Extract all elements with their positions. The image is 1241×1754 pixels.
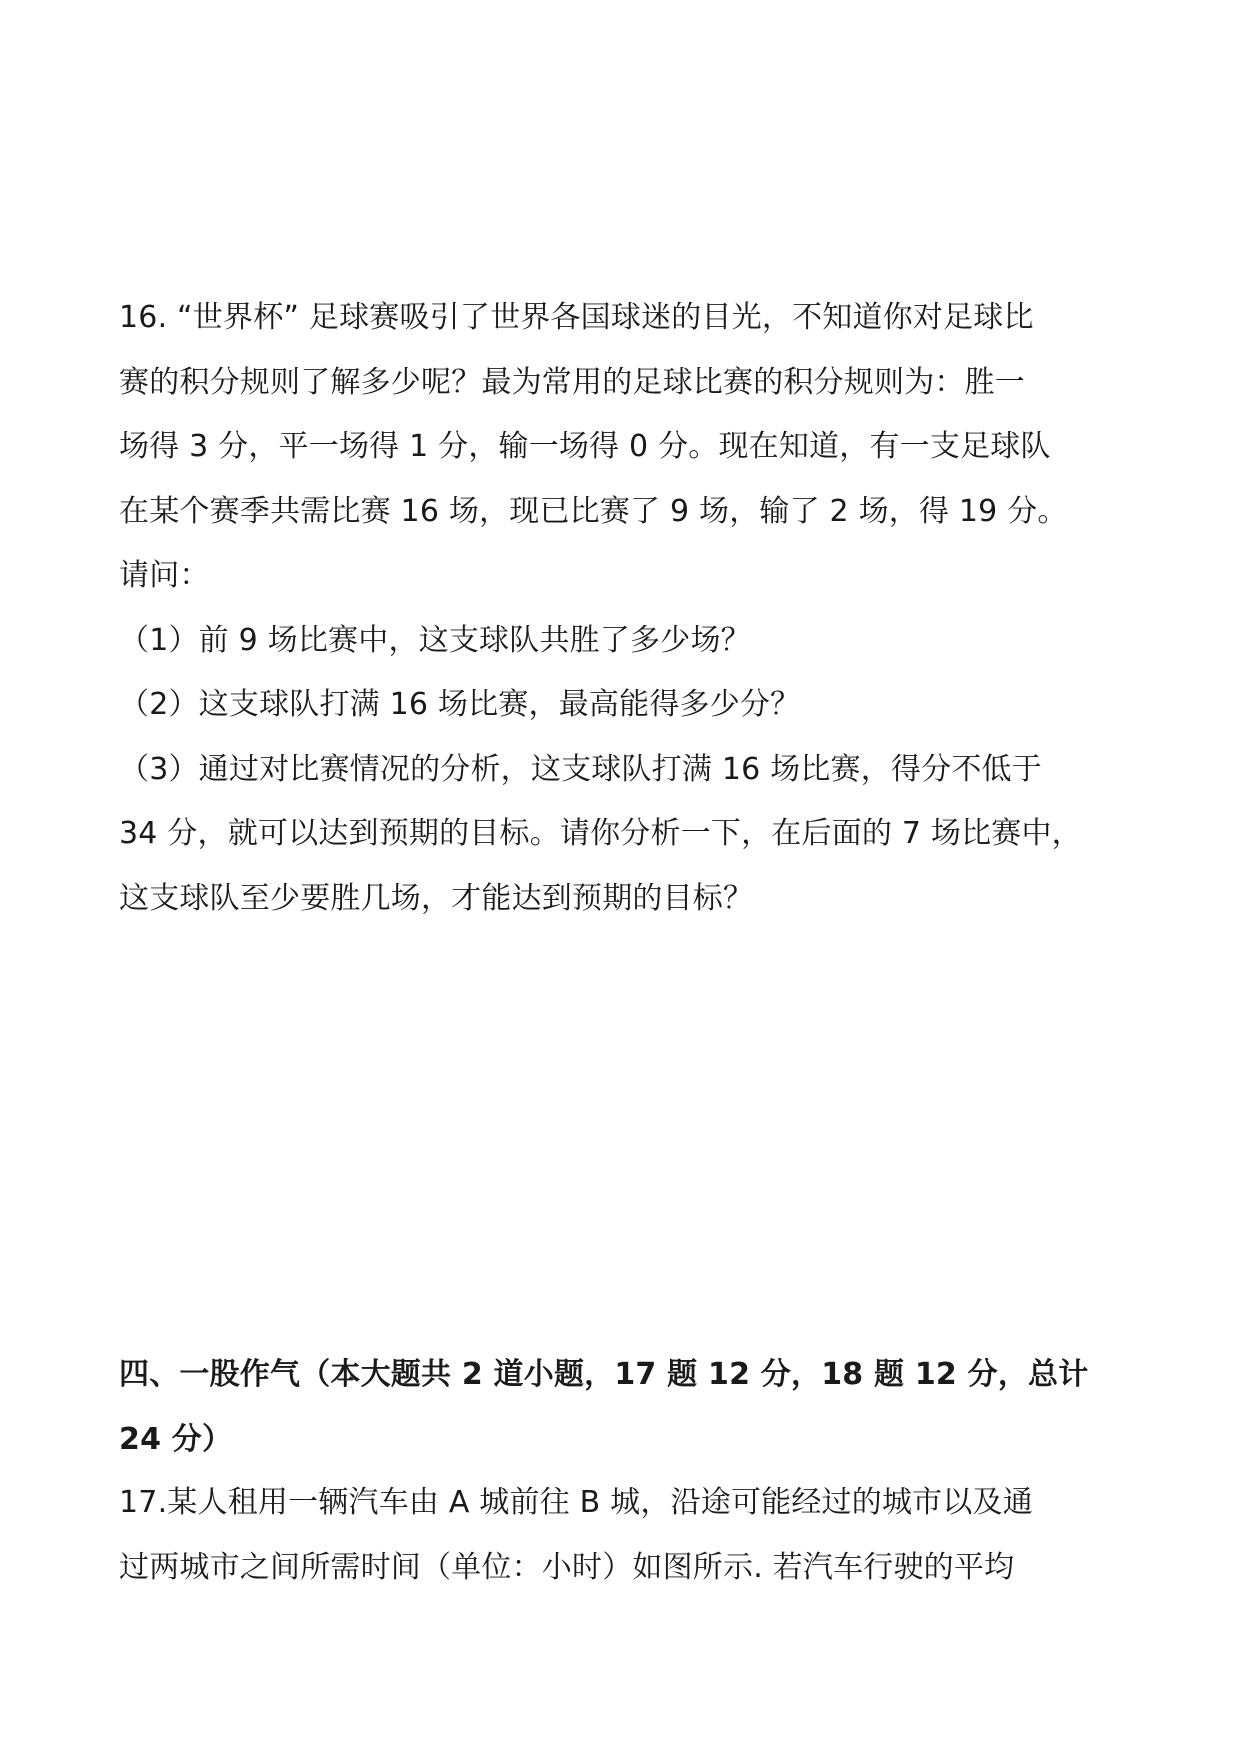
sub-question-1: （1）前 9 场比赛中，这支球队共胜了多少场？ — [119, 622, 751, 658]
question-17-line-2: 过两城市之间所需时间（单位：小时）如图所示. 若汽车行驶的平均 — [119, 1549, 1015, 1585]
question-16 — [119, 286, 1139, 931]
section-4-heading-line-1: 四、一股作气（本大题共 2 道小题，17 题 12 分，18 题 12 分，总计 — [119, 1357, 1089, 1392]
section-4-heading-line-2: 24 分） — [119, 1421, 233, 1457]
question-16-line-2: 赛的积分规则了解多少呢？最为常用的足球比赛的积分规则为：胜一 — [119, 364, 1025, 400]
question-16-line-3: 场得 3 分，平一场得 1 分，输一场得 0 分。现在知道，有一支足球队 — [119, 429, 1051, 464]
question-16-line-1: 16. “世界杯” 足球赛吸引了世界各国球迷的目光，不知道你对足球比 — [119, 300, 1034, 335]
question-16-line-4: 在某个赛季共需比赛 16 场，现已比赛了 9 场，输了 2 场，得 19 分。 — [119, 493, 1068, 529]
sub-question-3-line-3: 这支球队至少要胜几场，才能达到预期的目标？ — [119, 880, 754, 916]
sub-question-3-line-2: 34 分，就可以达到预期的目标。请你分析一下，在后面的 7 场比赛中， — [119, 816, 1082, 851]
question-16-line-5: 请问： — [119, 558, 210, 593]
section-4-heading — [119, 1343, 1139, 1472]
question-17 — [119, 1471, 1139, 1600]
question-17-line-1: 17.某人租用一辆汽车由 A 城前往 B 城，沿途可能经过的城市以及通 — [119, 1485, 1033, 1520]
sub-question-2: （2）这支球队打满 16 场比赛，最高能得多少分？ — [119, 687, 801, 722]
sub-question-3-line-1: （3）通过对比赛情况的分析，这支球队打满 16 场比赛，得分不低于 — [119, 751, 1042, 787]
